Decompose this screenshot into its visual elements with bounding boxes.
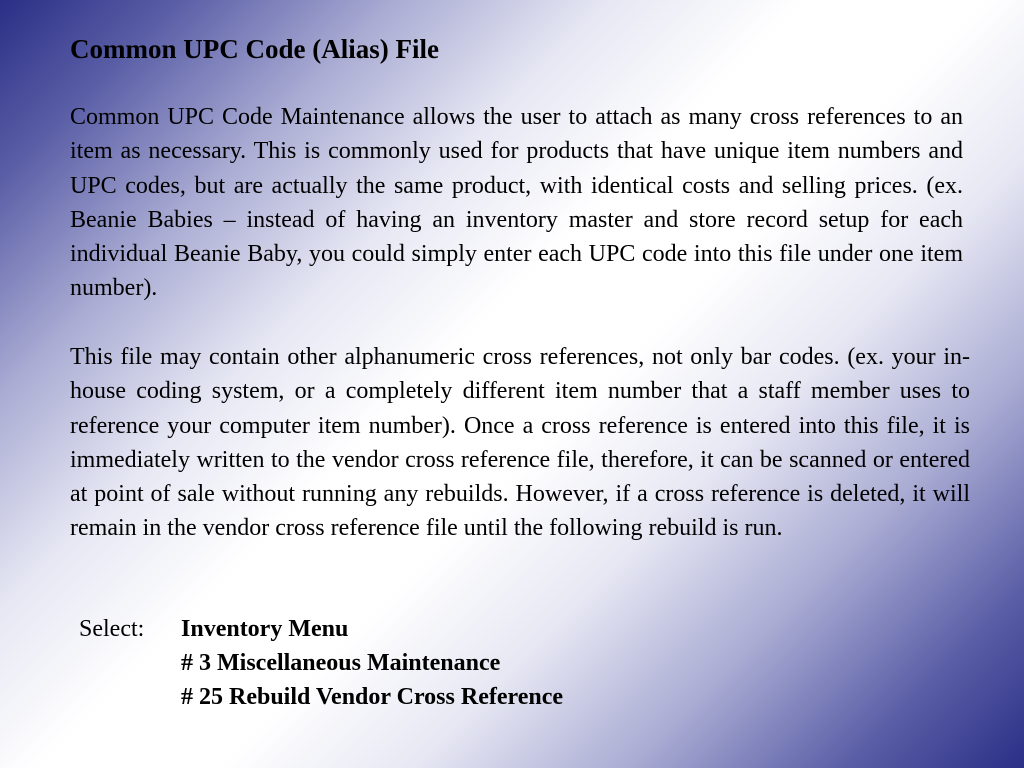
- slide-title: Common UPC Code (Alias) File: [70, 34, 439, 64]
- paragraph-cross-references: This file may contain other alphanumeric cross references, not only bar codes. (ex. your in-house coding system, or a completely different item number that a staff member uses to reference your computer item number). Once a cross reference is entered into this file, it is immediately written to the vendor cross reference file, therefore, it can be scanned or entered at point of sale without running any rebuilds. However, if a cross reference is deleted, it will remain in the vendor cross reference file until the following rebuild is run.: [70, 344, 970, 542]
- menu-path-item: # 25 Rebuild Vendor Cross Reference: [181, 684, 564, 710]
- menu-path-item: Inventory Menu: [181, 616, 349, 642]
- menu-path-items: [181, 612, 563, 714]
- menu-path-item: # 3 Miscellaneous Maintenance: [181, 650, 501, 676]
- select-label: Select:: [79, 616, 145, 642]
- paragraph-intro: Common UPC Code Maintenance allows the user to attach as many cross references to an item as necessary. This is commonly used for products that have unique item numbers and UPC codes, but are actually the same product, with identical costs and selling prices. (ex. Beanie Babies – instead of having an inventory master and store record setup for each individual Beanie Baby, you could simply enter each UPC code into this file under one item number).: [70, 104, 963, 302]
